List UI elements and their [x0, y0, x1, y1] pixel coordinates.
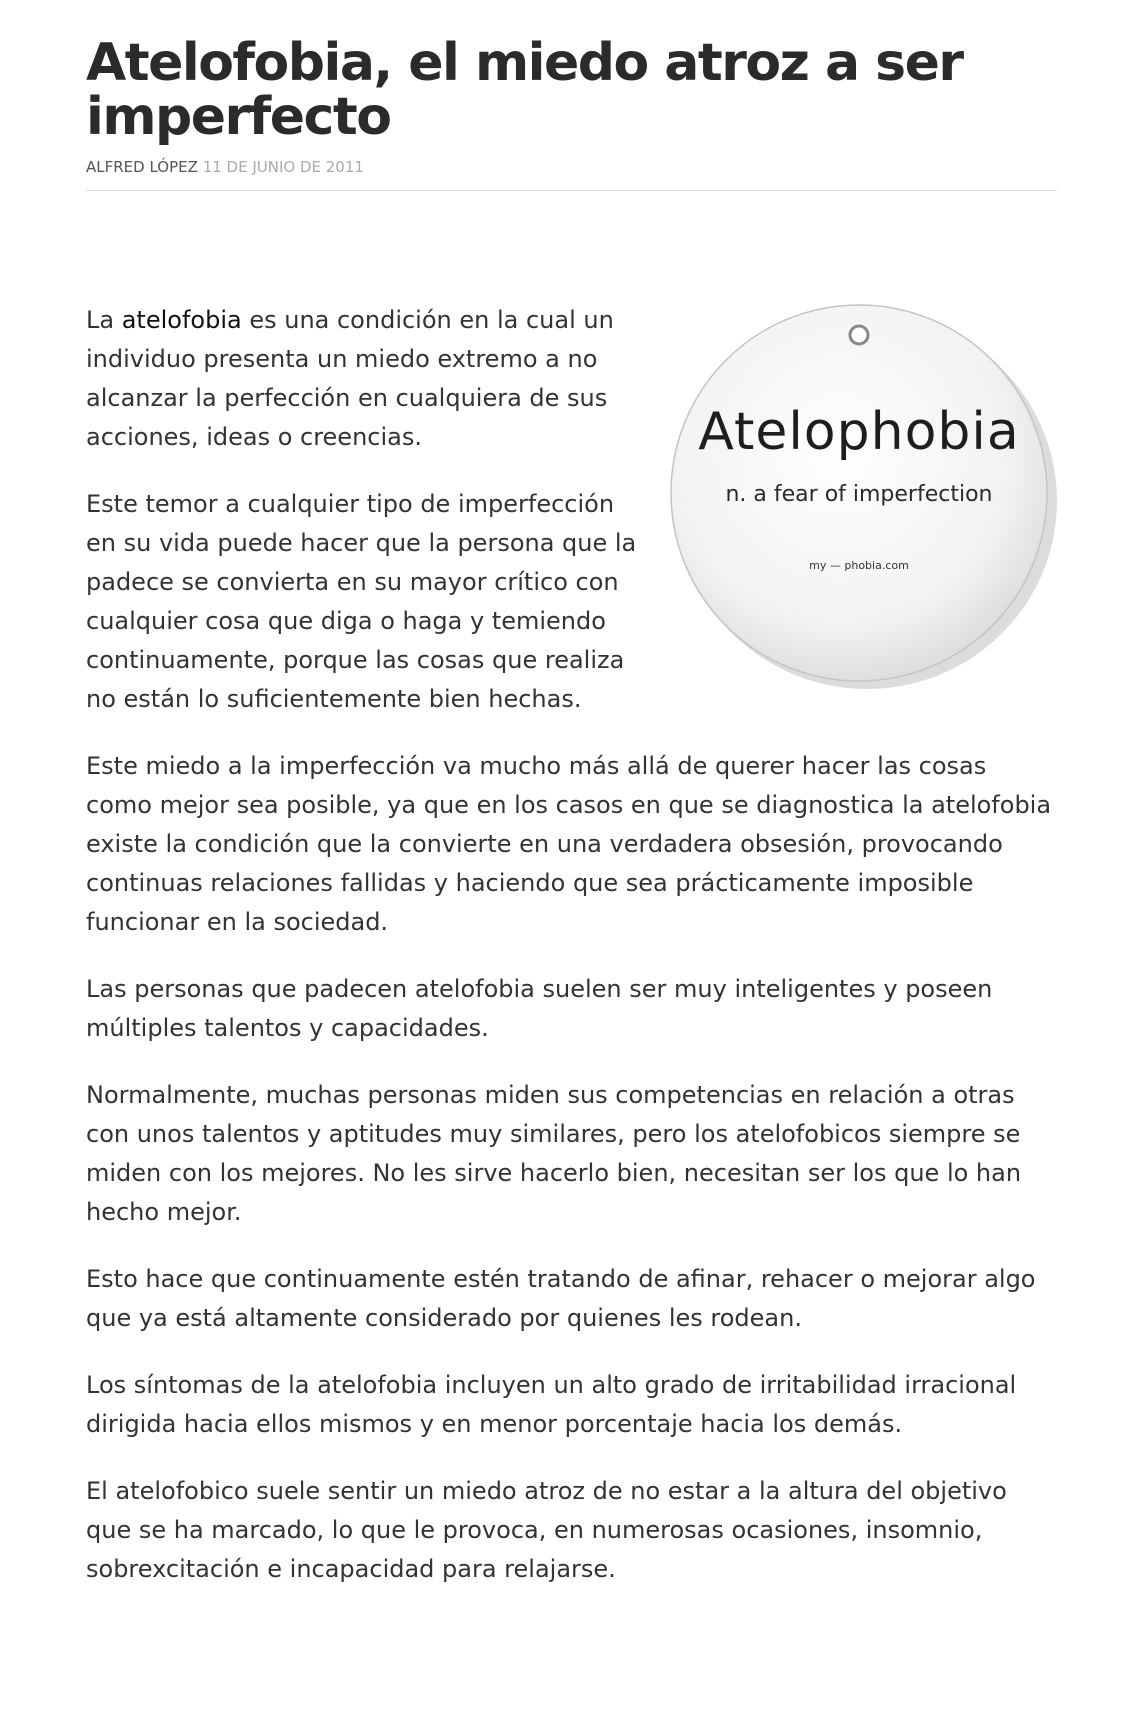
hanging-hole	[850, 326, 868, 344]
article-meta	[86, 158, 1057, 191]
paragraph-8: El atelofobico suele sentir un miedo atroz de no estar a la altura del objetivo que se ha marcado, lo que le provoca, en numerosas ocasiones, insomnio, sobrexcitación e incapacidad para relajarse.	[86, 1477, 1007, 1583]
image-footer: my — phobia.com	[809, 559, 909, 572]
paragraph-7: Los síntomas de la atelofobia incluyen un alto grado de irritabilidad irracional dirigida hacia ellos mismos y en menor porcentaje hacia los demás.	[86, 1371, 1017, 1438]
paragraph-2: Este temor a cualquier tipo de imperfección en su vida puede hacer que la persona que la padece se convierta en su mayor crítico con cualquier cosa que diga o haga y temiendo continuamente, porque las cosas que realiza no están lo suficientemente bien hechas.	[86, 490, 637, 713]
paragraph-4: Las personas que padecen atelofobia suelen ser muy inteligentes y poseen múltiples talentos y capacidades.	[86, 975, 993, 1042]
image-heading: Atelophobia	[698, 402, 1020, 462]
atelophobia-ornament-image	[661, 301, 1061, 691]
image-subheading: n. a fear of imperfection	[725, 482, 993, 507]
article-title: Atelofobia, el miedo atroz a ser imperfecto	[86, 33, 963, 147]
article-body	[86, 301, 1057, 1589]
highlighted-term: atelofobia	[121, 306, 242, 334]
paragraph-5: Normalmente, muchas personas miden sus competencias en relación a otras con unos talentos y aptitudes muy similares, pero los atelofobicos siempre se miden con los mejores. No les sirve hacerlo bien, necesitan ser los que lo han hecho mejor.	[86, 1081, 1022, 1226]
paragraph-1: La atelofobia es una condición en la cual un individuo presenta un miedo extremo a no alcanzar la perfección en cualquiera de sus acciones, ideas o creencias.	[86, 306, 614, 451]
publish-date: 11 DE JUNIO DE 2011	[202, 158, 364, 176]
author-link[interactable]: ALFRED LÓPEZ	[86, 158, 198, 176]
paragraph-3: Este miedo a la imperfección va mucho más allá de querer hacer las cosas como mejor sea posible, ya que en los casos en que se diagnostica la atelofobia existe la condición que la convierte en una verdadera obsesión, provocando continuas relaciones fallidas y haciendo que sea prácticamente imposible funcionar en la sociedad.	[86, 752, 1052, 936]
paragraph-6: Esto hace que continuamente estén tratando de afinar, rehacer o mejorar algo que ya está altamente considerado por quienes les rodean.	[86, 1265, 1036, 1332]
